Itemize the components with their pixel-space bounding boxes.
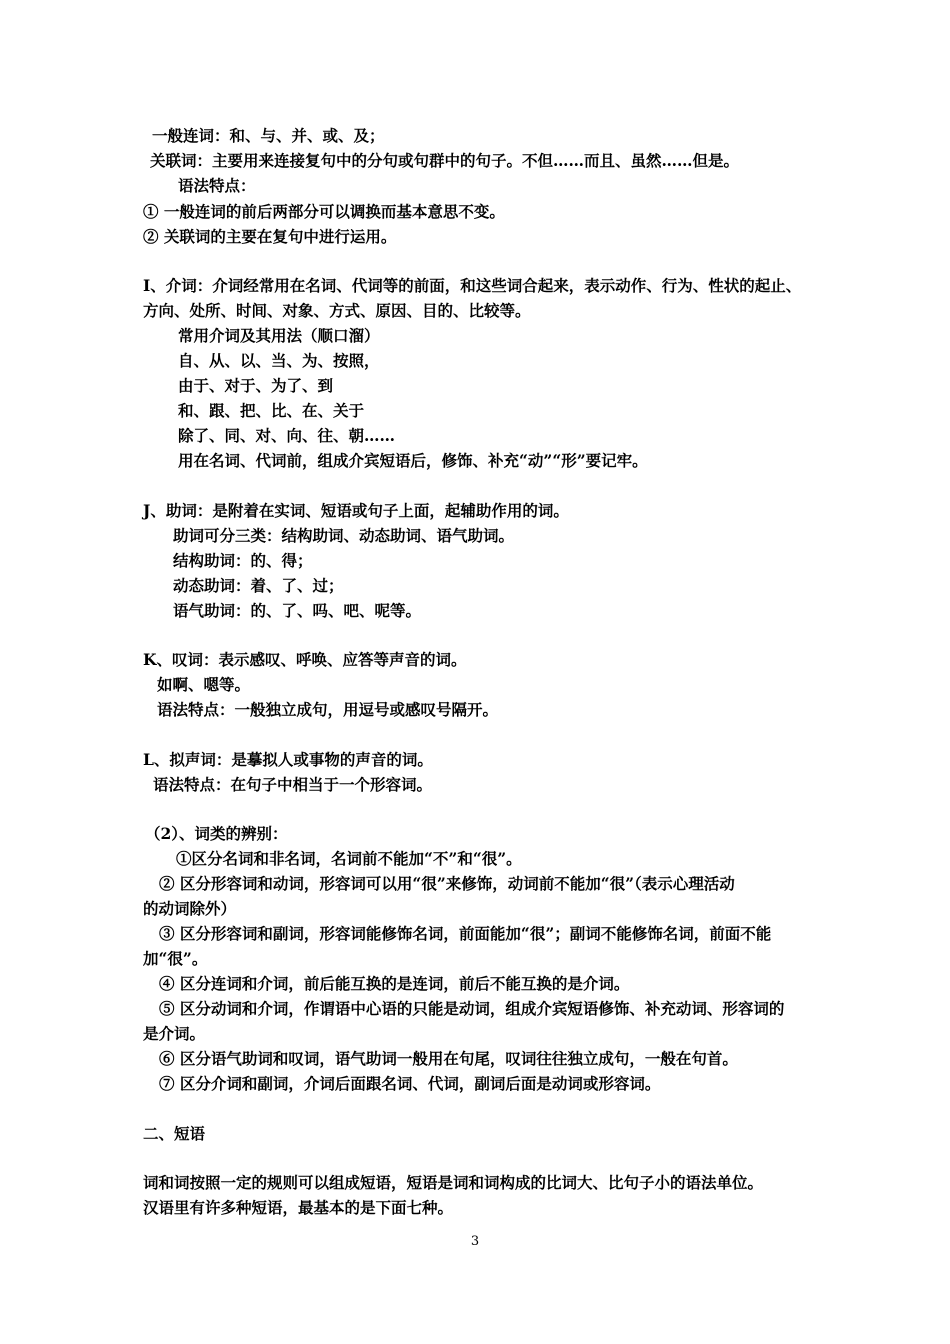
text-line: 常用介词及其用法（顺口溜） — [178, 326, 380, 345]
text-line: ③ 区分形容词和副词，形容词能修饰名词，前面能加“很”；副词不能修饰名词，前面不能 — [159, 924, 772, 943]
text-line: ⑤ 区分动词和介词，作谓语中心语的只能是动词，组成介宾短语修饰、补充动词、形容词的 — [159, 999, 785, 1018]
text-line: ①区分名词和非名词，名词前不能加“不”和“很”。 — [176, 849, 522, 868]
text-line: 结构助词：的、得； — [173, 551, 313, 570]
text-line: ④ 区分连词和介词，前后能互换的是连词，前后不能互换的是介词。 — [159, 974, 630, 993]
text-line: 关联词：主要用来连接复句中的分句或句群中的句子。不但……而且、虽然……但是。 — [150, 151, 740, 170]
text-line: 词和词按照一定的规则可以组成短语，短语是词和词构成的比词大、比句子小的语法单位。 — [143, 1173, 764, 1192]
text-line: 用在名词、代词前，组成介宾短语后，修饰、补充“动”“形”要记牢。 — [178, 451, 648, 470]
page-number: 3 — [470, 1234, 480, 1249]
text-line: ⑥ 区分语气助词和叹词，语气助词一般用在句尾，叹词往往独立成句，一般在句首。 — [159, 1049, 738, 1068]
text-line: ① 一般连词的前后两部分可以调换而基本意思不变。 — [143, 202, 505, 221]
text-line: L、拟声词：是摹拟人或事物的声音的词。 — [143, 750, 433, 769]
text-line: 助词可分三类：结构助词、动态助词、语气助词。 — [173, 526, 515, 545]
text-line: 语法特点：在句子中相当于一个形容词。 — [153, 775, 433, 794]
text-line: 的动词除外） — [143, 899, 237, 918]
text-line: 汉语里有许多种短语，最基本的是下面七种。 — [143, 1198, 454, 1217]
text-line: ⑦ 区分介词和副词，介词后面跟名词、代词，副词后面是动词或形容词。 — [159, 1074, 661, 1093]
text-line: I、介词：介词经常用在名词、代词等的前面，和这些词合起来，表示动作、行为、性状的起止、 — [143, 276, 802, 295]
text-line: 是介词。 — [143, 1024, 206, 1043]
text-line: 动态助词：着、了、过； — [173, 576, 344, 595]
text-line: 除了、同、对、向、往、朝…… — [178, 426, 396, 445]
text-line: K、叹词：表示感叹、呼唤、应答等声音的词。 — [143, 650, 467, 669]
text-line: ② 关联词的主要在复句中进行运用。 — [143, 227, 397, 246]
text-line: J、助词：是附着在实词、短语或句子上面，起辅助作用的词。 — [143, 501, 569, 520]
text-line: 语法特点： — [178, 176, 256, 195]
text-line: 如啊、嗯等。 — [157, 675, 251, 694]
text-line: 加“很”。 — [143, 949, 208, 968]
text-line: 一般连词：和、与、并、或、及； — [152, 126, 385, 145]
text-line: 自、从、以、当、为、按照， — [178, 351, 380, 370]
text-line: ② 区分形容词和动词，形容词可以用“很”来修饰，动词前不能加“很”（表示心理活动 — [159, 874, 735, 893]
text-line: 由于、对于、为了、到 — [178, 376, 334, 395]
text-line: 语法特点：一般独立成句，用逗号或感叹号隔开。 — [157, 700, 499, 719]
text-line: （2）、词类的辨别： — [145, 824, 288, 843]
text-line: 方向、处所、时间、对象、方式、原因、目的、比较等。 — [143, 301, 531, 320]
section-heading: 二、短语 — [143, 1124, 206, 1143]
text-line: 和、跟、把、比、在、关于 — [178, 401, 365, 420]
text-line: 语气助词：的、了、吗、吧、呢等。 — [173, 601, 422, 620]
